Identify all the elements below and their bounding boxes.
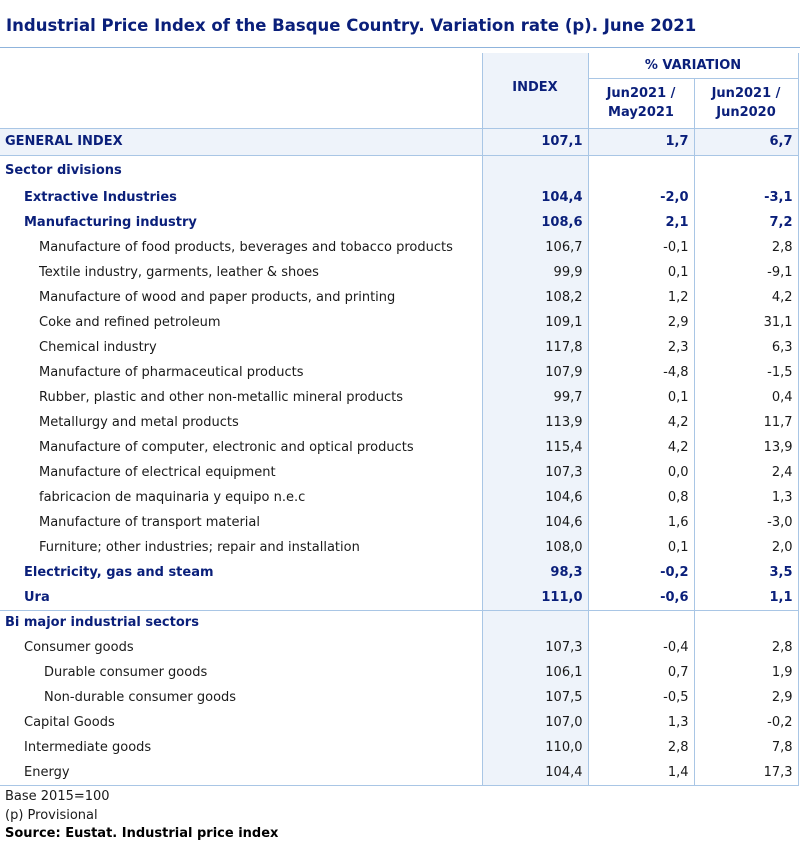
row-index-value: 106,1 xyxy=(482,660,588,685)
row-index-value: 104,6 xyxy=(482,485,588,510)
row-index-value: 117,8 xyxy=(482,335,588,360)
row-var-month: -4,8 xyxy=(588,360,694,385)
row-var-month: -2,0 xyxy=(588,185,694,210)
row-var-month: 4,2 xyxy=(588,410,694,435)
table-row xyxy=(0,260,798,285)
major-sectors-heading: Bi major industrial sectors xyxy=(0,610,482,635)
row-var-month: -0,4 xyxy=(588,635,694,660)
row-var-month: 1,2 xyxy=(588,285,694,310)
row-label: Extractive Industries xyxy=(0,185,482,210)
header-variation: % VARIATION xyxy=(588,53,798,78)
general-index-label: GENERAL INDEX xyxy=(0,128,482,155)
row-var-year: 7,2 xyxy=(694,210,798,235)
row-label: Non-durable consumer goods xyxy=(0,685,482,710)
row-label: Manufacturing industry xyxy=(0,210,482,235)
row-var-year: 2,9 xyxy=(694,685,798,710)
row-var-month: 1,4 xyxy=(588,760,694,785)
row-label: Energy xyxy=(0,760,482,785)
row-var-year: -3,0 xyxy=(694,510,798,535)
row-var-month: 1,6 xyxy=(588,510,694,535)
row-label: Chemical industry xyxy=(0,335,482,360)
row-label: Metallurgy and metal products xyxy=(0,410,482,435)
row-label: Capital Goods xyxy=(0,710,482,735)
row-label: Coke and refined petroleum xyxy=(0,310,482,335)
sector-divisions-heading-row xyxy=(0,155,798,185)
row-index-value: 98,3 xyxy=(482,560,588,585)
table-row xyxy=(0,185,798,210)
row-var-month: 0,1 xyxy=(588,385,694,410)
row-index-value: 107,3 xyxy=(482,460,588,485)
table-row xyxy=(0,210,798,235)
row-label: Textile industry, garments, leather & shoes xyxy=(0,260,482,285)
row-var-year: 4,2 xyxy=(694,285,798,310)
row-index-value: 111,0 xyxy=(482,585,588,610)
table-row xyxy=(0,560,798,585)
row-index-value: 99,9 xyxy=(482,260,588,285)
row-var-month: 2,9 xyxy=(588,310,694,335)
table-row xyxy=(0,660,798,685)
table-row xyxy=(0,510,798,535)
row-var-month: -0,6 xyxy=(588,585,694,610)
header-month-over-month xyxy=(588,78,694,128)
table-row xyxy=(0,585,798,610)
row-var-year: 2,8 xyxy=(694,635,798,660)
table-row xyxy=(0,285,798,310)
table-row xyxy=(0,485,798,510)
row-var-year: 7,8 xyxy=(694,735,798,760)
row-label: Durable consumer goods xyxy=(0,660,482,685)
row-var-year: 1,9 xyxy=(694,660,798,685)
page-title: Industrial Price Index of the Basque Country. Variation rate (p). June 2021 xyxy=(6,16,697,35)
row-index-value: 115,4 xyxy=(482,435,588,460)
row-var-month: 0,1 xyxy=(588,260,694,285)
table-row xyxy=(0,360,798,385)
general-index-var-year: 6,7 xyxy=(694,128,798,155)
row-var-year: 31,1 xyxy=(694,310,798,335)
table-row xyxy=(0,635,798,660)
table-row xyxy=(0,385,798,410)
sector-heading-v1-empty xyxy=(588,155,694,185)
table-row xyxy=(0,235,798,260)
row-var-year: 6,3 xyxy=(694,335,798,360)
row-var-year: 2,4 xyxy=(694,460,798,485)
header-year-over-year xyxy=(694,78,798,128)
row-index-value: 108,0 xyxy=(482,535,588,560)
row-label: Manufacture of electrical equipment xyxy=(0,460,482,485)
source-note: Source: Eustat. Industrial price index xyxy=(5,826,279,841)
row-var-year: 2,8 xyxy=(694,235,798,260)
row-index-value: 113,9 xyxy=(482,410,588,435)
header-col1-line1: Jun2021 / xyxy=(606,86,676,101)
general-index-row xyxy=(0,128,798,155)
row-var-month: -0,1 xyxy=(588,235,694,260)
price-index-table xyxy=(0,53,799,786)
row-var-month: -0,5 xyxy=(588,685,694,710)
base-note: Base 2015=100 xyxy=(5,789,110,804)
row-index-value: 109,1 xyxy=(482,310,588,335)
row-var-month: 0,1 xyxy=(588,535,694,560)
major-heading-index-empty xyxy=(482,610,588,635)
row-var-year: 1,1 xyxy=(694,585,798,610)
major-sectors-heading-row xyxy=(0,610,798,635)
row-index-value: 110,0 xyxy=(482,735,588,760)
row-index-value: 107,3 xyxy=(482,635,588,660)
row-index-value: 104,6 xyxy=(482,510,588,535)
table-row xyxy=(0,335,798,360)
row-var-month: 0,0 xyxy=(588,460,694,485)
table-row xyxy=(0,410,798,435)
row-var-year: 13,9 xyxy=(694,435,798,460)
row-var-month: 0,7 xyxy=(588,660,694,685)
sector-heading-v2-empty xyxy=(694,155,798,185)
sector-heading-index-empty xyxy=(482,155,588,185)
row-label: Manufacture of computer, electronic and optical products xyxy=(0,435,482,460)
general-index-var-month: 1,7 xyxy=(588,128,694,155)
table-row xyxy=(0,760,798,785)
row-var-year: 0,4 xyxy=(694,385,798,410)
row-index-value: 108,6 xyxy=(482,210,588,235)
row-var-month: 0,8 xyxy=(588,485,694,510)
table-row xyxy=(0,460,798,485)
row-index-value: 108,2 xyxy=(482,285,588,310)
row-var-year: 11,7 xyxy=(694,410,798,435)
general-index-value: 107,1 xyxy=(482,128,588,155)
row-label: Rubber, plastic and other non-metallic mineral products xyxy=(0,385,482,410)
table-row xyxy=(0,685,798,710)
row-var-year: -3,1 xyxy=(694,185,798,210)
table-row xyxy=(0,535,798,560)
row-var-month: 4,2 xyxy=(588,435,694,460)
row-var-year: 17,3 xyxy=(694,760,798,785)
header-index: INDEX xyxy=(482,53,588,128)
row-var-month: 2,8 xyxy=(588,735,694,760)
table-row xyxy=(0,435,798,460)
header-col2-line2: Jun2020 xyxy=(716,105,776,120)
table-row xyxy=(0,310,798,335)
row-var-year: 2,0 xyxy=(694,535,798,560)
row-label: Electricity, gas and steam xyxy=(0,560,482,585)
row-var-year: 1,3 xyxy=(694,485,798,510)
row-index-value: 107,5 xyxy=(482,685,588,710)
table-row xyxy=(0,710,798,735)
row-index-value: 104,4 xyxy=(482,760,588,785)
header-col1-line2: May2021 xyxy=(608,105,674,120)
row-var-year: -0,2 xyxy=(694,710,798,735)
title-divider xyxy=(0,47,800,48)
provisional-note: (p) Provisional xyxy=(5,808,98,823)
header-col2-line1: Jun2021 / xyxy=(711,86,781,101)
row-index-value: 107,0 xyxy=(482,710,588,735)
row-label: Manufacture of transport material xyxy=(0,510,482,535)
row-var-year: 3,5 xyxy=(694,560,798,585)
row-label: Intermediate goods xyxy=(0,735,482,760)
row-var-month: 1,3 xyxy=(588,710,694,735)
row-var-year: -9,1 xyxy=(694,260,798,285)
row-label: Furniture; other industries; repair and installation xyxy=(0,535,482,560)
table-row xyxy=(0,735,798,760)
row-label: Ura xyxy=(0,585,482,610)
row-index-value: 99,7 xyxy=(482,385,588,410)
row-var-month: 2,1 xyxy=(588,210,694,235)
row-index-value: 104,4 xyxy=(482,185,588,210)
sector-divisions-heading: Sector divisions xyxy=(0,155,482,185)
row-label: Consumer goods xyxy=(0,635,482,660)
row-index-value: 106,7 xyxy=(482,235,588,260)
row-var-month: -0,2 xyxy=(588,560,694,585)
row-var-month: 2,3 xyxy=(588,335,694,360)
header-label-cell xyxy=(0,53,482,128)
row-label: Manufacture of food products, beverages and tobacco products xyxy=(0,235,482,260)
row-label: Manufacture of wood and paper products, and printing xyxy=(0,285,482,310)
major-heading-v2-empty xyxy=(694,610,798,635)
row-label: Manufacture of pharmaceutical products xyxy=(0,360,482,385)
row-label: fabricacion de maquinaria y equipo n.e.c xyxy=(0,485,482,510)
row-index-value: 107,9 xyxy=(482,360,588,385)
row-var-year: -1,5 xyxy=(694,360,798,385)
major-heading-v1-empty xyxy=(588,610,694,635)
